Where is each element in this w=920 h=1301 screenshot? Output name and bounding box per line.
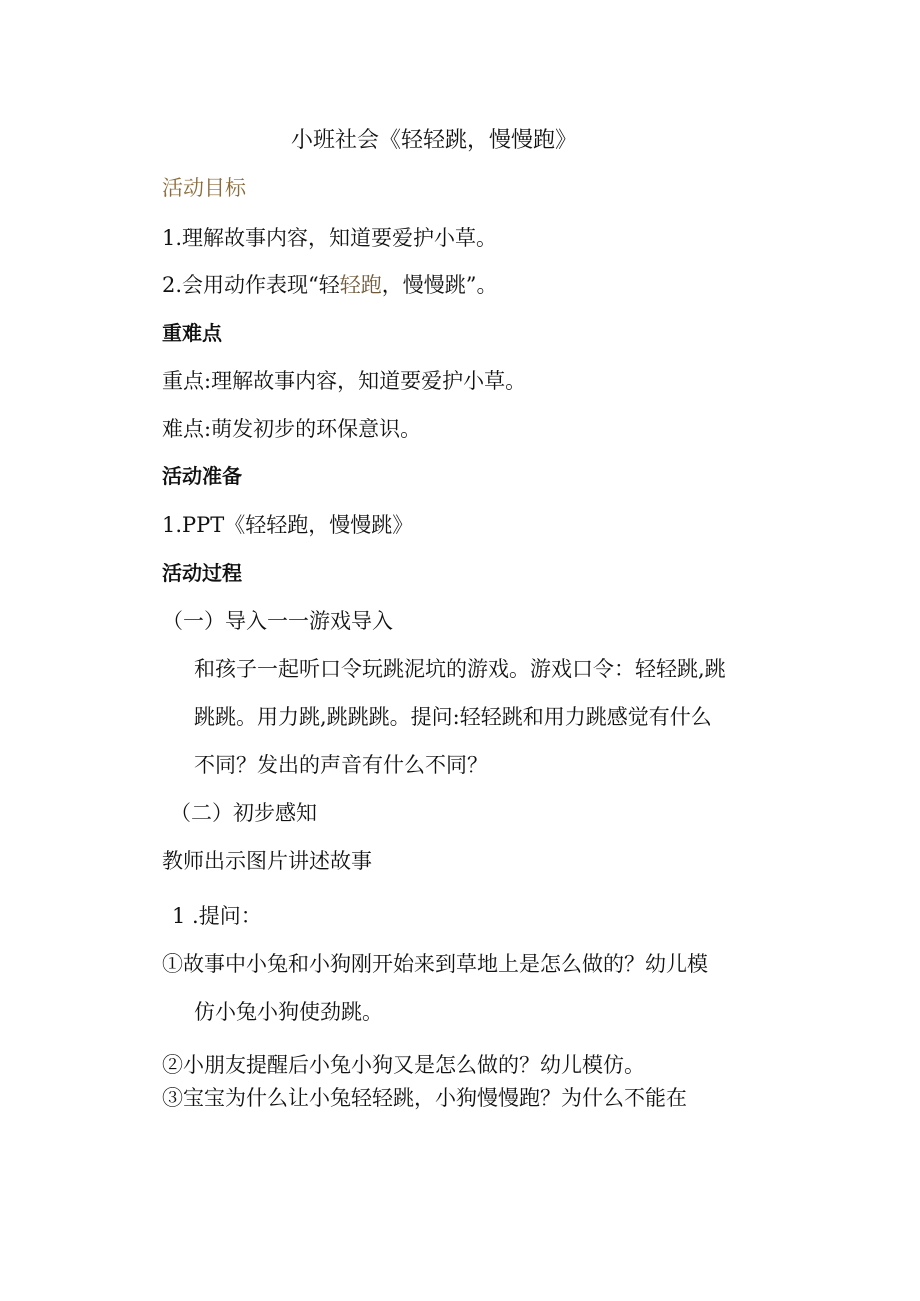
question-label: 1 .提问： bbox=[172, 904, 262, 928]
question-1-line-2: 仿小兔小狗使劲跳。 bbox=[194, 1000, 383, 1024]
goal-2-pre: 2.会用动作表现“轻 bbox=[162, 273, 340, 297]
heading-activity-goals: 活动目标 bbox=[162, 176, 246, 200]
step-1-title: （一）导入一一游戏导入 bbox=[162, 609, 393, 633]
goal-1: 1.理解故事内容，知道要爱护小草。 bbox=[162, 226, 498, 250]
prep-item-1: 1.PPT《轻轻跑，慢慢跳》 bbox=[162, 513, 414, 537]
goal-2-post: ，慢慢跳”。 bbox=[381, 273, 498, 297]
heading-activity-process: 活动过程 bbox=[162, 561, 242, 585]
key-point: 重点:理解故事内容，知道要爱护小草。 bbox=[162, 369, 527, 393]
step-2-title: （二）初步感知 bbox=[170, 801, 317, 825]
step-2-intro: 教师出示图片讲述故事 bbox=[162, 849, 372, 873]
question-3: ③宝宝为什么让小兔轻轻跳，小狗慢慢跑？为什么不能在 bbox=[162, 1086, 687, 1110]
document-title: 小班社会《轻轻跳，慢慢跑》 bbox=[291, 128, 578, 153]
question-2: ②小朋友提醒后小兔小狗又是怎么做的？幼儿模仿。 bbox=[162, 1053, 645, 1077]
step-1-line-1: 和孩子一起听口令玩跳泥坑的游戏。游戏口令：轻轻跳,跳 bbox=[194, 657, 726, 681]
step-1-line-2: 跳跳。用力跳,跳跳跳。提问:轻轻跳和用力跳感觉有什么 bbox=[194, 705, 712, 729]
goal-2 bbox=[162, 272, 498, 298]
difficult-point: 难点:萌发初步的环保意识。 bbox=[162, 417, 422, 441]
heading-key-points: 重难点 bbox=[162, 321, 222, 345]
question-1-line-1: ①故事中小兔和小狗刚开始来到草地上是怎么做的？幼儿模 bbox=[162, 952, 708, 976]
step-1-line-3: 不同？发出的声音有什么不同？ bbox=[194, 753, 488, 777]
heading-activity-prep: 活动准备 bbox=[162, 464, 242, 488]
goal-2-highlight: 轻跑 bbox=[339, 273, 382, 297]
